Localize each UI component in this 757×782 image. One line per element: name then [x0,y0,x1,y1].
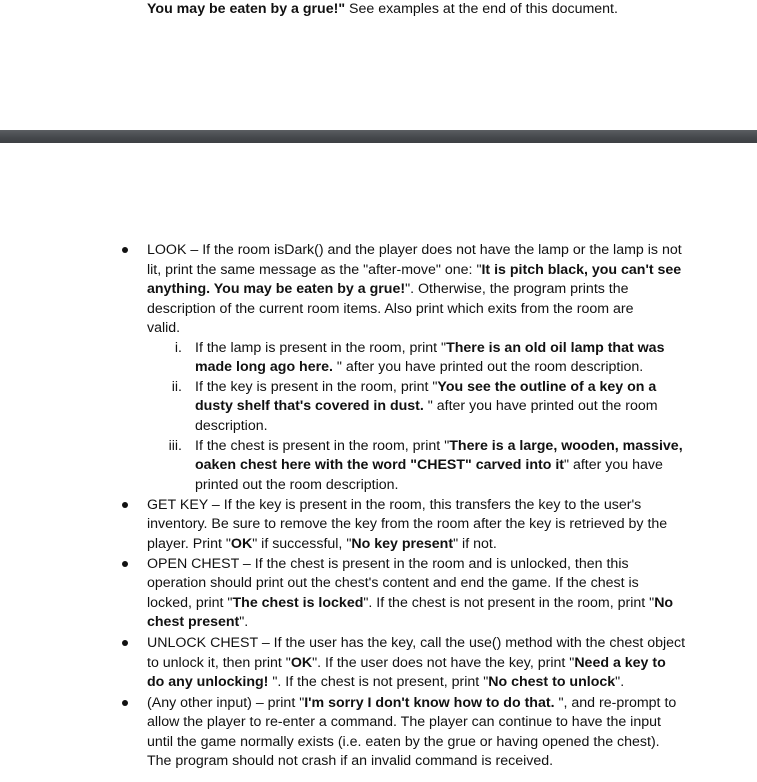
previous-page [0,0,757,130]
look-line-2: lit, print the same message as the "after-move" one: "It is pitch black, you can't see [147,262,682,278]
get-key-line-1: GET KEY – If the key is present in the room, this transfers the key to the user's [147,497,642,513]
open-chest-line-2: operation should print out the chest's content and end the game. If the chest is [147,575,639,591]
other-input-line-4: The program should not crash if an invalid command is received. [147,753,554,769]
other-input-line-1: (Any other input) – print "I'm sorry I don't know how to do that. ", and re-prompt to [147,695,677,711]
look-line-3: anything. You may be eaten by a grue!". Otherwise, the program prints the [147,281,629,297]
unlock-chest-line-2: to unlock it, then print "OK". If the user does not have the key, print "Need a key to [147,655,666,671]
other-input-line-2: allow the player to re-enter a command. The player can continue to have the input [147,714,661,730]
sub-i-line-1: If the lamp is present in the room, print "There is an old oil lamp that was [195,340,665,356]
bullet-dot [122,640,128,646]
look-line-1: LOOK – If the room isDark() and the player does not have the lamp or the lamp is not [147,242,682,258]
sub-ii-line-2: dusty shelf that's covered in dust. " after you have printed out the room [195,398,658,414]
page-separator [0,130,757,143]
open-chest-line-4: chest present". [147,614,249,630]
other-input-line-3: until the game normally exists (i.e. eaten by the grue or having opened the chest). [147,734,660,750]
get-key-line-3: player. Print "OK" if successful, "No key present" if not. [147,536,497,552]
sub-iii-line-3: printed out the room description. [195,477,399,493]
bullet-dot [122,700,128,706]
sub-ii-line-3: description. [195,418,268,434]
bullet-dot [122,561,128,567]
unlock-chest-line-3: do any unlocking! ". If the chest is not present, print "No chest to unlock". [147,674,625,690]
look-line-5: valid. [147,320,181,336]
sub-i-line-2: made long ago here. " after you have printed out the room description. [195,359,644,375]
bullet-dot [122,502,128,508]
sub-item-number: ii. [171,379,182,395]
sub-iii-line-2: oaken chest here with the word "CHEST" carved into it" after you have [195,457,663,473]
bullet-dot [122,247,128,253]
previous-page-line: You may be eaten by a grue!" See examples at the end of this document. [147,1,618,17]
open-chest-line-1: OPEN CHEST – If the chest is present in the room and is unlocked, then this [147,556,629,572]
get-key-line-2: inventory. Be sure to remove the key from the room after the key is retrieved by the [147,516,668,532]
open-chest-line-3: locked, print "The chest is locked". If the chest is not present in the room, print "No [147,595,674,611]
sub-ii-line-1: If the key is present in the room, print "You see the outline of a key on a [195,379,657,395]
sub-item-number: i. [174,340,182,356]
unlock-chest-line-1: UNLOCK CHEST – If the user has the key, call the use() method with the chest object [147,635,686,651]
sub-iii-line-1: If the chest is present in the room, print "There is a large, wooden, massive, [195,438,683,454]
look-line-4: description of the current room items. Also print which exits from the room are [147,301,634,317]
sub-item-number: iii. [168,438,182,454]
